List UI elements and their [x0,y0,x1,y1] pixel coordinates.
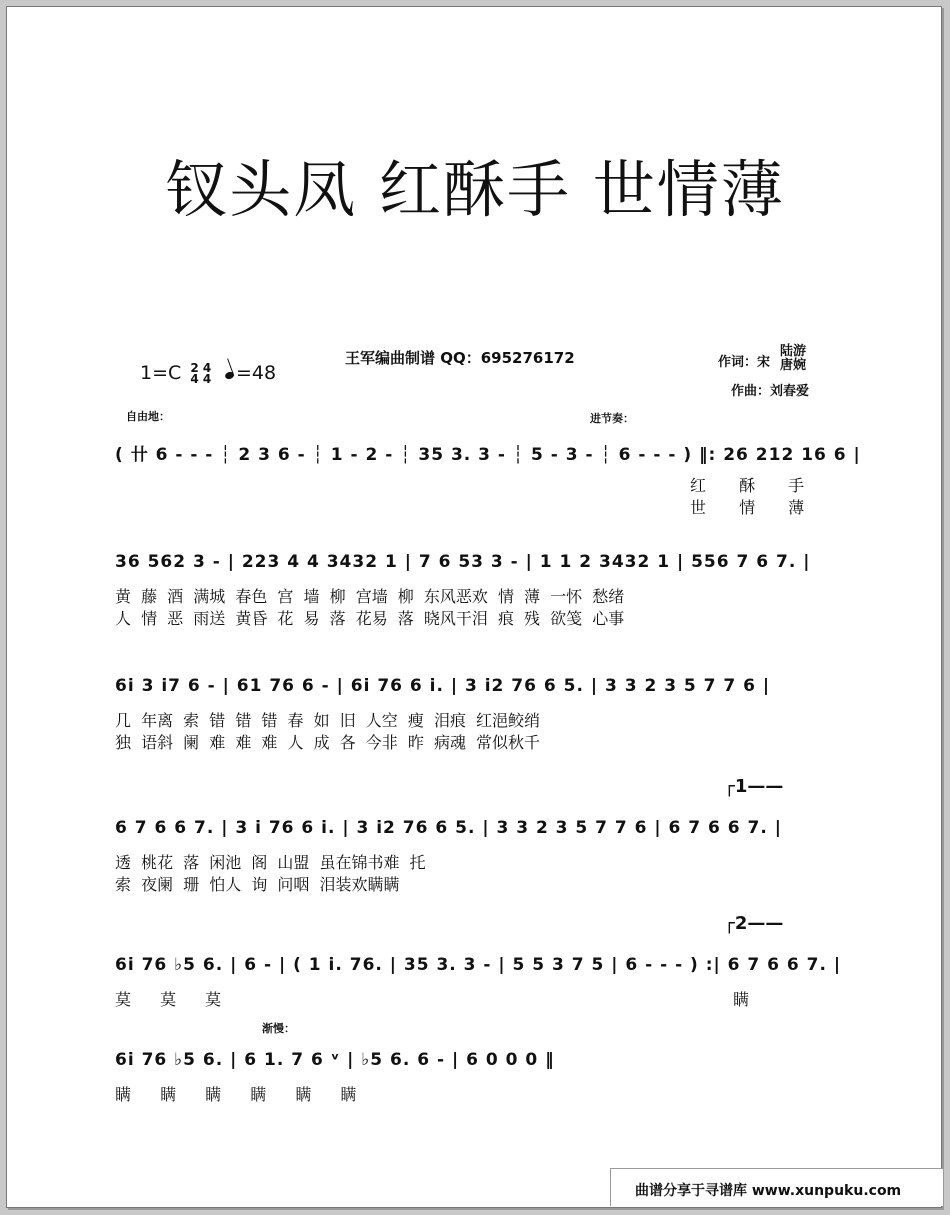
arranger-credit: 王军编曲制谱 QQ：695276172 [345,349,575,367]
lyrics-row-4-verse-1: 透 桃花 落 闲池 阁 山盟 虽在锦书难 托 [115,853,426,872]
footer-text: 曲谱分享于寻谱库 www.xunpuku.com [635,1183,902,1199]
lyrics-row-5: 莫 莫 莫 [115,990,222,1009]
slowing-mark: 渐慢： [262,1022,295,1035]
score-row-2: 36 562 3 - | 223 4 4 3432 1 | 7 6 53 3 - | 1 1 2 3432 1 | 556 7 6 7. | [115,552,811,572]
score-row-3: 6i 3 i7 6 - | 61 76 6 - | 6i 76 6 i. | 3 i2 76 6 5. | 3 3 2 3 5 7 7 6 | [115,676,771,696]
score-row-5: 6i 76 ♭5 6. | 6 - | ( 1 i. 76. | 35 3. 3 - | 5 5 3 7 5 | 6 - - - ) :| 6 7 6 6 7. | [115,955,842,975]
lyricist-1: 陆游 [780,344,807,359]
volta-1: ┌1—— [724,776,784,797]
lyrics-row-1-verse-2: 世 情 薄 [690,498,805,517]
footer-watermark [610,1168,943,1206]
lyrics-row-3-verse-2: 独 语斜 阑 难 难 难 人 成 各 今非 昨 病魂 常似秋千 [115,733,541,752]
lyrics-row-4-verse-2: 索 夜阑 珊 怕人 询 问咽 泪装欢瞒瞒 [115,875,400,894]
volta-2: ┌2—— [724,913,784,934]
free-tempo-mark: 自由地： [126,410,170,423]
lyrics-row-1-verse-1: 红 酥 手 [690,476,805,495]
lyricist-names [780,345,806,373]
time-signature [190,360,212,386]
lyricist-2: 唐婉 [780,358,807,373]
meter-bottom: 4 4 [190,371,212,386]
lyrics-row-2-verse-1: 黄 藤 酒 满城 春色 宫 墙 柳 宫墙 柳 东风恶欢 情 薄 一怀 愁绪 [115,587,625,606]
lyricist-label: 作词：宋 [718,355,771,370]
lyrics-row-2-verse-2: 人 情 恶 雨送 黄昏 花 易 落 花易 落 晓风干泪 痕 残 欲笺 心事 [115,609,625,628]
volta-2-number: 2 [734,913,748,934]
lyrics-row-3-verse-1: 几 年离 索 错 错 错 春 如 旧 人空 瘦 泪痕 红浥鲛绡 [115,711,541,730]
tempo-value: =48 [236,362,277,384]
page-title: 钗头凤 红酥手 世情薄 [165,153,785,226]
score-row-4: 6 7 6 6 7. | 3 i 76 6 i. | 3 i2 76 6 5. | 3 3 2 3 5 7 7 6 | 6 7 6 6 7. | [115,818,782,838]
composer-credit: 作曲：刘春爱 [731,384,810,399]
key-signature [140,362,211,385]
volta-1-number: 1 [734,776,748,797]
score-row-1: ( 卄 6 - - - ┆ 2 3 6 - ┆ 1 - 2 - ┆ 35 3. 3 - ┆ 5 - 3 - ┆ 6 - - - ) ‖: 26 212 16 6 | [115,445,861,465]
score-row-6: 6i 76 ♭5 6. | 6 1. 7 6 ᵛ | ♭5 6. 6 - | 6 0 0 0 ‖ [115,1050,555,1070]
lyrics-row-6: 瞒 瞒 瞒 瞒 瞒 瞒 [115,1085,357,1104]
lyrics-row-5-ending: 瞒 [733,990,750,1009]
key-label: 1=C [140,362,182,384]
meter-top: 2 4 [190,360,212,375]
intro-mark: 进节奏： [590,412,634,425]
tempo-marking [225,362,276,384]
quarter-note-icon [224,371,235,381]
